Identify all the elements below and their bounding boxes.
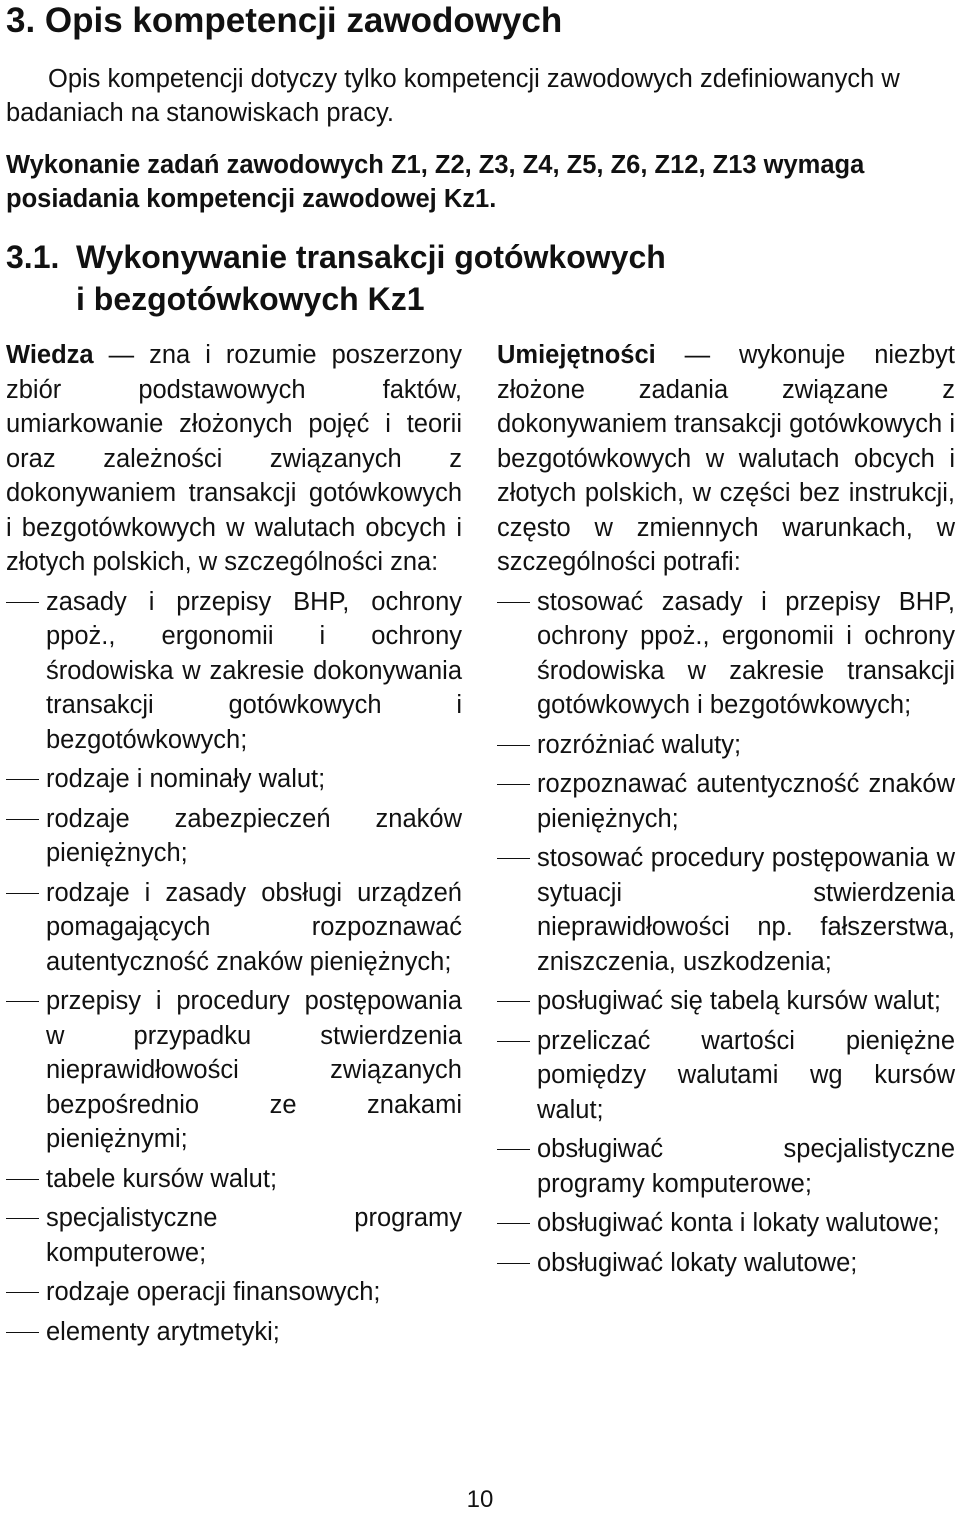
dash-icon (6, 602, 39, 603)
dash-icon (497, 1001, 530, 1002)
list-item: stosować procedury postępowania w sytuacji stwierdzenia nieprawidłowości np. fałszerstwa, zniszczenia, uszkodzenia; (497, 841, 955, 979)
dash-icon (497, 602, 530, 603)
dash-icon (6, 893, 39, 894)
list-item: przepisy i procedury postępowania w przypadku stwierdzenia nieprawidłowości związanych bezpośrednio ze znakami pieniężnymi; (6, 984, 462, 1157)
knowledge-column (6, 338, 462, 1349)
list-item: rodzaje zabezpieczeń znaków pieniężnych; (6, 802, 462, 871)
knowledge-lead: Wiedza — zna i rozumie poszerzony zbiór podstawowych faktów, umiarkowanie złożonych pojęć i teorii oraz zależności związanych z dokonywaniem transakcji gotówkowych i bezgotówkowych w walutach obcych i złotych polskich, w szczególności zna: (6, 341, 462, 576)
dash-icon (6, 819, 39, 820)
list-item: obsługiwać lokaty walutowe; (497, 1246, 955, 1281)
subsection-title-line2: i bezgotówkowych Kz1 (76, 281, 425, 317)
dash-icon (6, 1218, 39, 1219)
list-item: obsługiwać specjalistyczne programy komputerowe; (497, 1132, 955, 1201)
list-item: rodzaje operacji finansowych; (6, 1275, 462, 1310)
dash-icon (497, 858, 530, 859)
dash-icon: — (684, 341, 711, 369)
dash-icon (6, 1332, 39, 1333)
list-item: rozróżniać waluty; (497, 728, 955, 763)
list-item: posługiwać się tabelą kursów walut; (497, 984, 955, 1019)
knowledge-term: Wiedza (6, 341, 94, 369)
competence-requirement: Wykonanie zadań zawodowych Z1, Z2, Z3, Z4, Z5, Z6, Z12, Z13 wymaga posiadania kompetencji zawodowej Kz1. (6, 151, 865, 213)
skills-list (497, 585, 955, 1281)
dash-icon (497, 1149, 530, 1150)
subsection-number: 3.1. (6, 239, 60, 275)
skills-term: Umiejętności (497, 341, 656, 369)
list-item: obsługiwać konta i lokaty walutowe; (497, 1206, 955, 1241)
list-item: rodzaje i nominały walut; (6, 762, 462, 797)
dash-icon: — (108, 341, 135, 369)
page-number: 10 (466, 1486, 494, 1513)
list-item: rozpoznawać autentyczność znaków pieniężnych; (497, 767, 955, 836)
list-item: tabele kursów walut; (6, 1162, 462, 1197)
dash-icon (6, 1179, 39, 1180)
dash-icon (497, 1223, 530, 1224)
dash-icon (497, 745, 530, 746)
skills-column (497, 338, 955, 1280)
dash-icon (497, 784, 530, 785)
dash-icon (497, 1041, 530, 1042)
section-intro: Opis kompetencji dotyczy tylko kompetencji zawodowych zdefiniowanych w badaniach na stanowiskach pracy. (6, 65, 900, 127)
dash-icon (497, 1263, 530, 1264)
dash-icon (6, 1292, 39, 1293)
subsection-title-line1: Wykonywanie transakcji gotówkowych (76, 239, 666, 275)
list-item: rodzaje i zasady obsługi urządzeń pomagających rozpoznawać autentyczność znaków pieniężnych; (6, 876, 462, 980)
knowledge-list (6, 585, 462, 1350)
skills-lead: Umiejętności — wykonuje niezbyt złożone zadania związane z dokonywaniem transakcji gotówkowych i bezgotówkowych w walutach obcych i złotych polskich, w części bez instrukcji, często w zmiennych warunkach, w szczególności potrafi: (497, 341, 955, 576)
list-item: elementy arytmetyki; (6, 1315, 462, 1350)
dash-icon (6, 779, 39, 780)
list-item: zasady i przepisy BHP, ochrony ppoż., ergonomii i ochrony środowiska w zakresie dokonywania transakcji gotówkowych i bezgotówkowych; (6, 585, 462, 758)
subsection-title (6, 236, 952, 320)
list-item: stosować zasady i przepisy BHP, ochrony ppoż., ergonomii i ochrony środowiska w zakresie transakcji gotówkowych i bezgotówkowych; (497, 585, 955, 723)
list-item: specjalistyczne programy komputerowe; (6, 1201, 462, 1270)
dash-icon (6, 1001, 39, 1002)
list-item: przeliczać wartości pieniężne pomiędzy walutami wg kursów walut; (497, 1024, 955, 1128)
section-title: 3. Opis kompetencji zawodowych (6, 1, 563, 40)
